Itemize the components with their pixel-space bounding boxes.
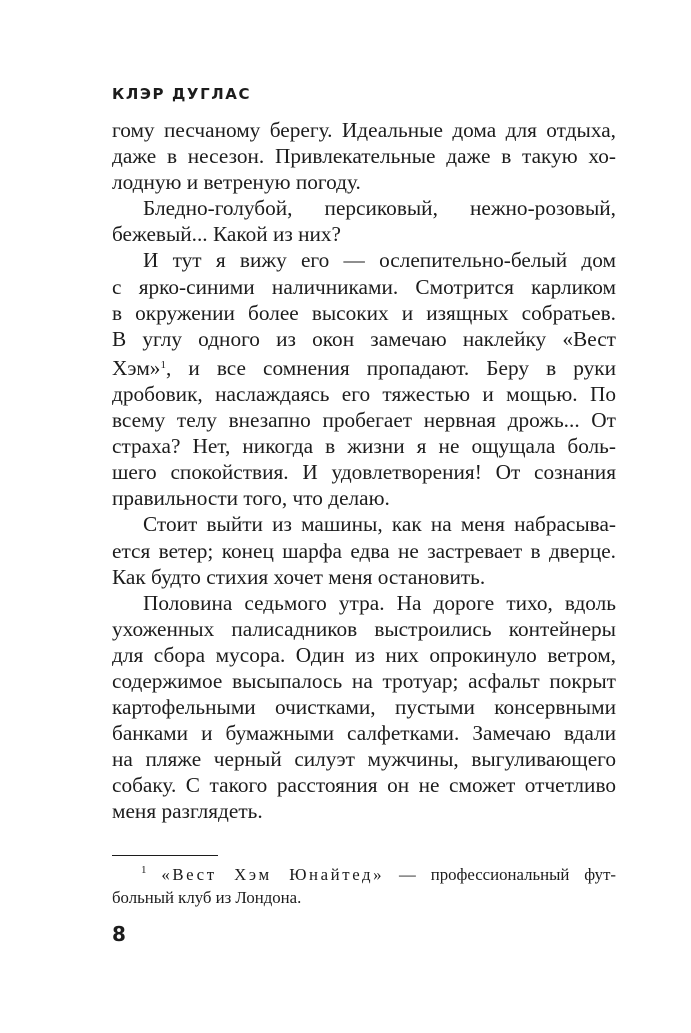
footnote: [112, 859, 616, 909]
text-line: даже в несезон. Привлекательные даже в такую хо-: [112, 144, 616, 169]
text-line: лодную и ветреную погоду.: [112, 170, 361, 195]
text-line: гому песчаному берегу. Идеальные дома для отдыха,: [112, 118, 616, 142]
text-line: шего спокойствия. И удовлетворения! От сознания: [112, 460, 616, 485]
footnote-line: больный клуб из Лондона.: [112, 887, 302, 907]
text-line: Стоит выйти из машины, как на меня набрасыва-: [143, 512, 616, 537]
text-line: страха? Нет, никогда в жизни я не ощущала боль-: [112, 434, 616, 459]
body-text: [112, 117, 616, 825]
footnote-divider: [112, 855, 218, 856]
text-line: всему телу внезапно пробегает нервная дрожь... От: [112, 408, 616, 433]
page-number: 8: [112, 922, 126, 946]
text-line: В углу одного из окон замечаю наклейку «Вест: [112, 326, 616, 351]
text-line: в окружении более высоких и изящных собратьев.: [112, 300, 616, 325]
text-line: для сбора мусора. Один из них опрокинуло ветром,: [112, 642, 616, 667]
text-line: собаку. С такого расстояния он не сможет отчетливо: [112, 773, 616, 798]
text-line: Половина седьмого утра. На дороге тихо, вдоль: [143, 590, 616, 615]
text-line: содержимое высыпалось на тротуар; асфальт покрыт: [112, 668, 616, 693]
text-line: картофельными очистками, пустыми консервными: [112, 695, 616, 720]
footnote-term: «Вест Хэм Юнайтед»: [161, 865, 385, 884]
text-fragment: Хэм»: [112, 355, 161, 380]
text-line: на пляже черный силуэт мужчины, выгуливающего: [112, 747, 616, 772]
text-line: дробовик, наслаждаясь его тяжестью и мощью. По: [112, 381, 616, 406]
footnote-line: [112, 859, 616, 887]
text-line: банками и бумажными салфетками. Замечаю вдали: [112, 721, 616, 746]
text-line: Как будто стихия хочет меня остановить.: [112, 564, 486, 589]
text-line: бежевый... Какой из них?: [112, 222, 341, 247]
footnote-number: 1: [141, 864, 147, 876]
text-line: ухоженных палисадников выстроились контейнеры: [112, 616, 616, 641]
text-line: Бледно-голубой, персиковый, нежно-розовый,: [143, 196, 616, 221]
text-line: с ярко-синими наличниками. Смотрится карликом: [112, 274, 616, 299]
footnote-text: — профессиональный фут-: [384, 865, 616, 884]
text-line: правильности того, что делаю.: [112, 486, 390, 511]
footnote-reference[interactable]: 1: [160, 358, 166, 371]
text-line: ется ветер; конец шарфа едва не застревает в дверце.: [112, 538, 616, 563]
running-head: КЛЭР ДУГЛАС: [112, 85, 252, 103]
text-line: И тут я вижу его — ослепительно-белый дом: [143, 248, 616, 273]
text-fragment: , и все сомнения пропадают. Беру в руки: [165, 355, 616, 380]
text-line: [112, 352, 616, 381]
text-line: меня разглядеть.: [112, 799, 263, 824]
